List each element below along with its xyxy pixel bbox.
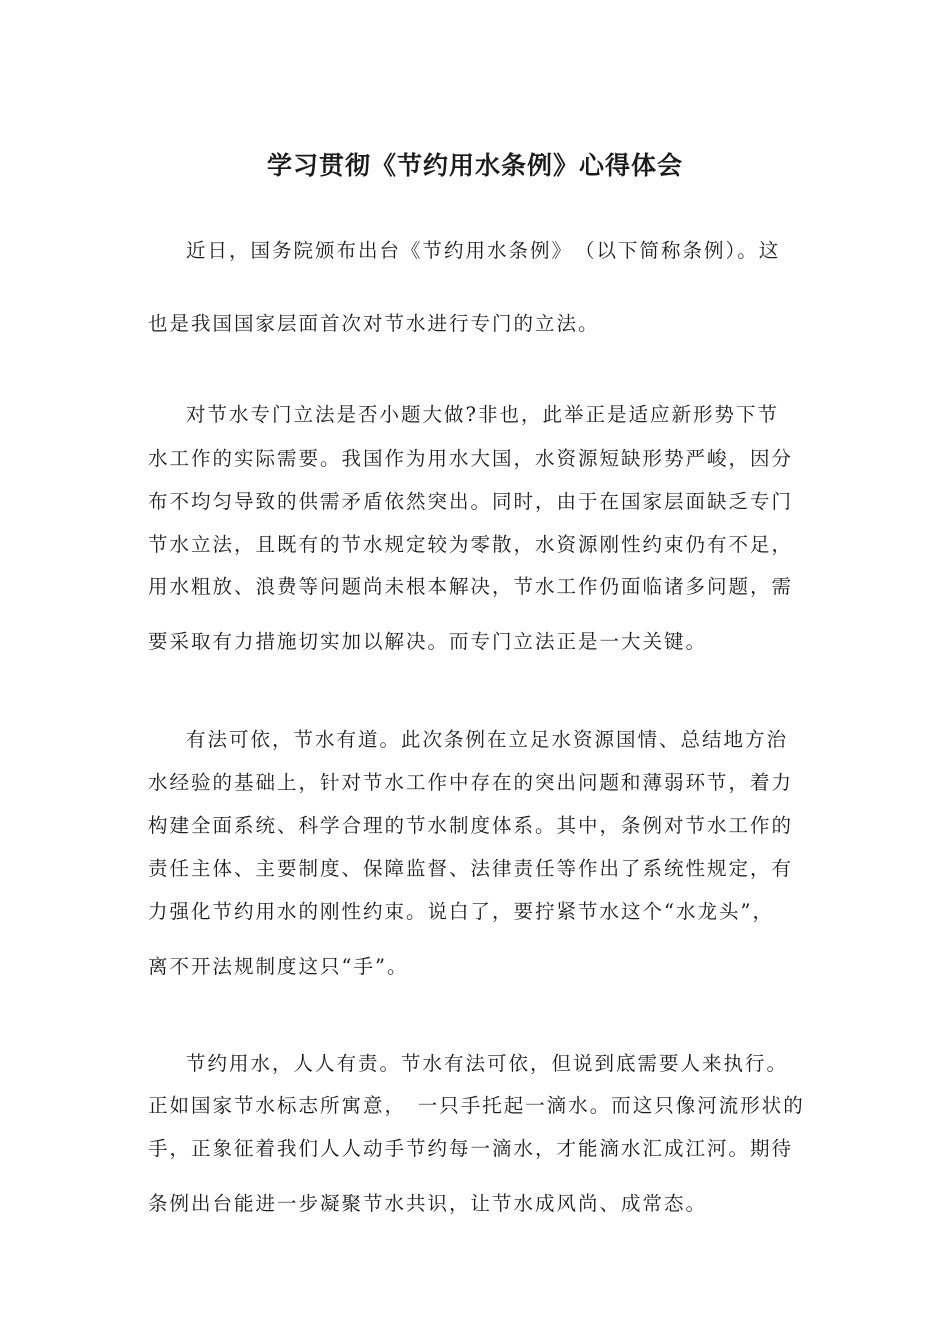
paragraph-2-line-5: 用水粗放、浪费等问题尚未根本解决，节水工作仍面临诸多问题，需: [148, 575, 794, 598]
paragraph-1-line-1: 近日，国务院颁布出台《节约用水条例》 （以下简称条例）。这: [186, 239, 781, 262]
paragraph-2-line-1: 对节水专门立法是否小题大做?非也，此举正是适应新形势下节: [186, 403, 779, 426]
paragraph-4-line-2: 正如国家节水标志所寓意， 一只手托起一滴水。而这只像河流形状的: [148, 1094, 805, 1117]
paragraph-2-line-4: 节水立法，且既有的节水规定较为零散，水资源刚性约束仍有不足，: [148, 533, 794, 556]
paragraph-2-line-2: 水工作的实际需要。我国作为用水大国，水资源短缺形势严峻，因分: [148, 447, 794, 470]
paragraph-4-line-4: 条例出台能进一步凝聚节水共识，让节水成风尚、成常态。: [148, 1192, 708, 1215]
paragraph-2-line-3: 布不均匀导致的供需矛盾依然突出。同时，由于在国家层面缺乏专门: [148, 490, 794, 513]
paragraph-2-line-6: 要采取有力措施切实加以解决。而专门立法正是一大关键。: [148, 630, 708, 653]
paragraph-4-line-1: 节约用水，人人有责。节水有法可依，但说到底需要人来执行。: [186, 1052, 789, 1075]
paragraph-1-line-2: 也是我国国家层面首次对节水进行专门的立法。: [148, 312, 600, 335]
paragraph-3-line-6: 离不开法规制度这只“手”。: [148, 955, 409, 978]
paragraph-3-line-5: 力强化节约用水的刚性约束。说白了，要拧紧节水这个“水龙头”，: [148, 900, 774, 923]
page-title: 学习贯彻《节约用水条例》心得体会: [266, 151, 683, 180]
paragraph-3-line-2: 水经验的基础上，针对节水工作中存在的突出问题和薄弱环节，着力: [148, 771, 794, 794]
paragraph-3-line-3: 构建全面系统、科学合理的节水制度体系。其中，条例对节水工作的: [148, 814, 794, 837]
paragraph-3-line-1: 有法可依，节水有道。此次条例在立足水资源国情、总结地方治: [186, 728, 789, 751]
paragraph-3-line-4: 责任主体、主要制度、保障监督、法律责任等作出了系统性规定，有: [148, 857, 794, 880]
paragraph-4-line-3: 手，正象征着我们人人动手节约每一滴水，才能滴水汇成江河。期待: [148, 1137, 794, 1160]
